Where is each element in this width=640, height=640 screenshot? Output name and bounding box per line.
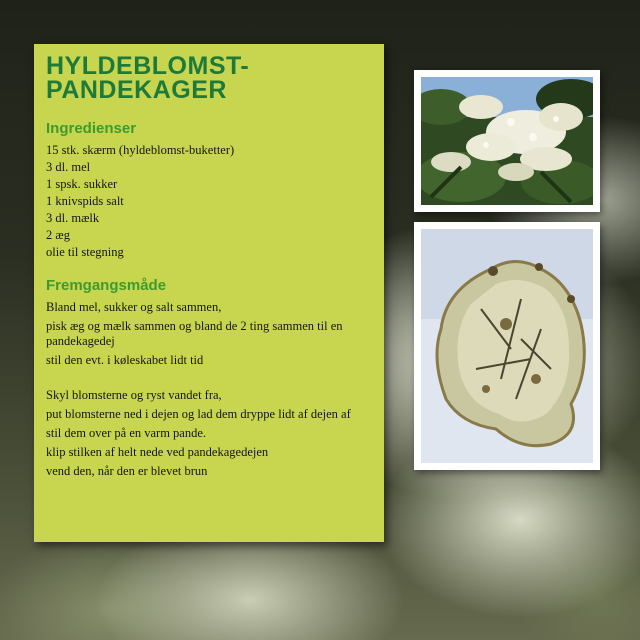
recipe-card	[34, 44, 384, 542]
ingredient-item: 15 stk. skærm (hyldeblomst-buketter)	[46, 143, 235, 157]
step-spacer	[46, 372, 372, 388]
ingredients-heading: Ingredienser	[46, 120, 137, 137]
ingredient-item: 3 dl. mel	[46, 160, 91, 174]
method-step: stil den evt. i køleskabet lidt tid	[46, 353, 204, 367]
title-line-1: HYLDEBLOMST-	[46, 52, 250, 80]
recipe-title	[46, 54, 372, 102]
elderflower-photo	[414, 70, 600, 212]
title-line-2: PANDEKAGER	[46, 76, 227, 104]
method-step: stil dem over på en varm pande.	[46, 426, 207, 440]
ingredient-item: 3 dl. mælk	[46, 211, 100, 225]
ingredient-item: 1 spsk. sukker	[46, 177, 118, 191]
method-step: vend den, når den er blevet brun	[46, 464, 208, 478]
ingredient-item: 2 æg	[46, 228, 70, 242]
method-step: Skyl blomsterne og ryst vandet fra,	[46, 388, 222, 402]
ingredient-item: 1 knivspids salt	[46, 194, 124, 208]
method-step: pisk æg og mælk sammen og bland de 2 ting sammen til en pandekagedej	[46, 319, 343, 348]
method-step: Bland mel, sukker og salt sammen,	[46, 300, 222, 314]
method-steps	[46, 300, 372, 479]
elderflower-image	[421, 77, 593, 205]
pancake-image	[421, 229, 593, 463]
pancake-photo	[414, 222, 600, 470]
method-step: klip stilken af helt nede ved pandekagedejen	[46, 445, 269, 459]
method-heading: Fremgangsmåde	[46, 277, 167, 294]
ingredient-item: olie til stegning	[46, 245, 124, 259]
ingredient-list	[46, 142, 372, 261]
method-step: put blomsterne ned i dejen og lad dem dryppe lidt af dejen af	[46, 407, 351, 421]
